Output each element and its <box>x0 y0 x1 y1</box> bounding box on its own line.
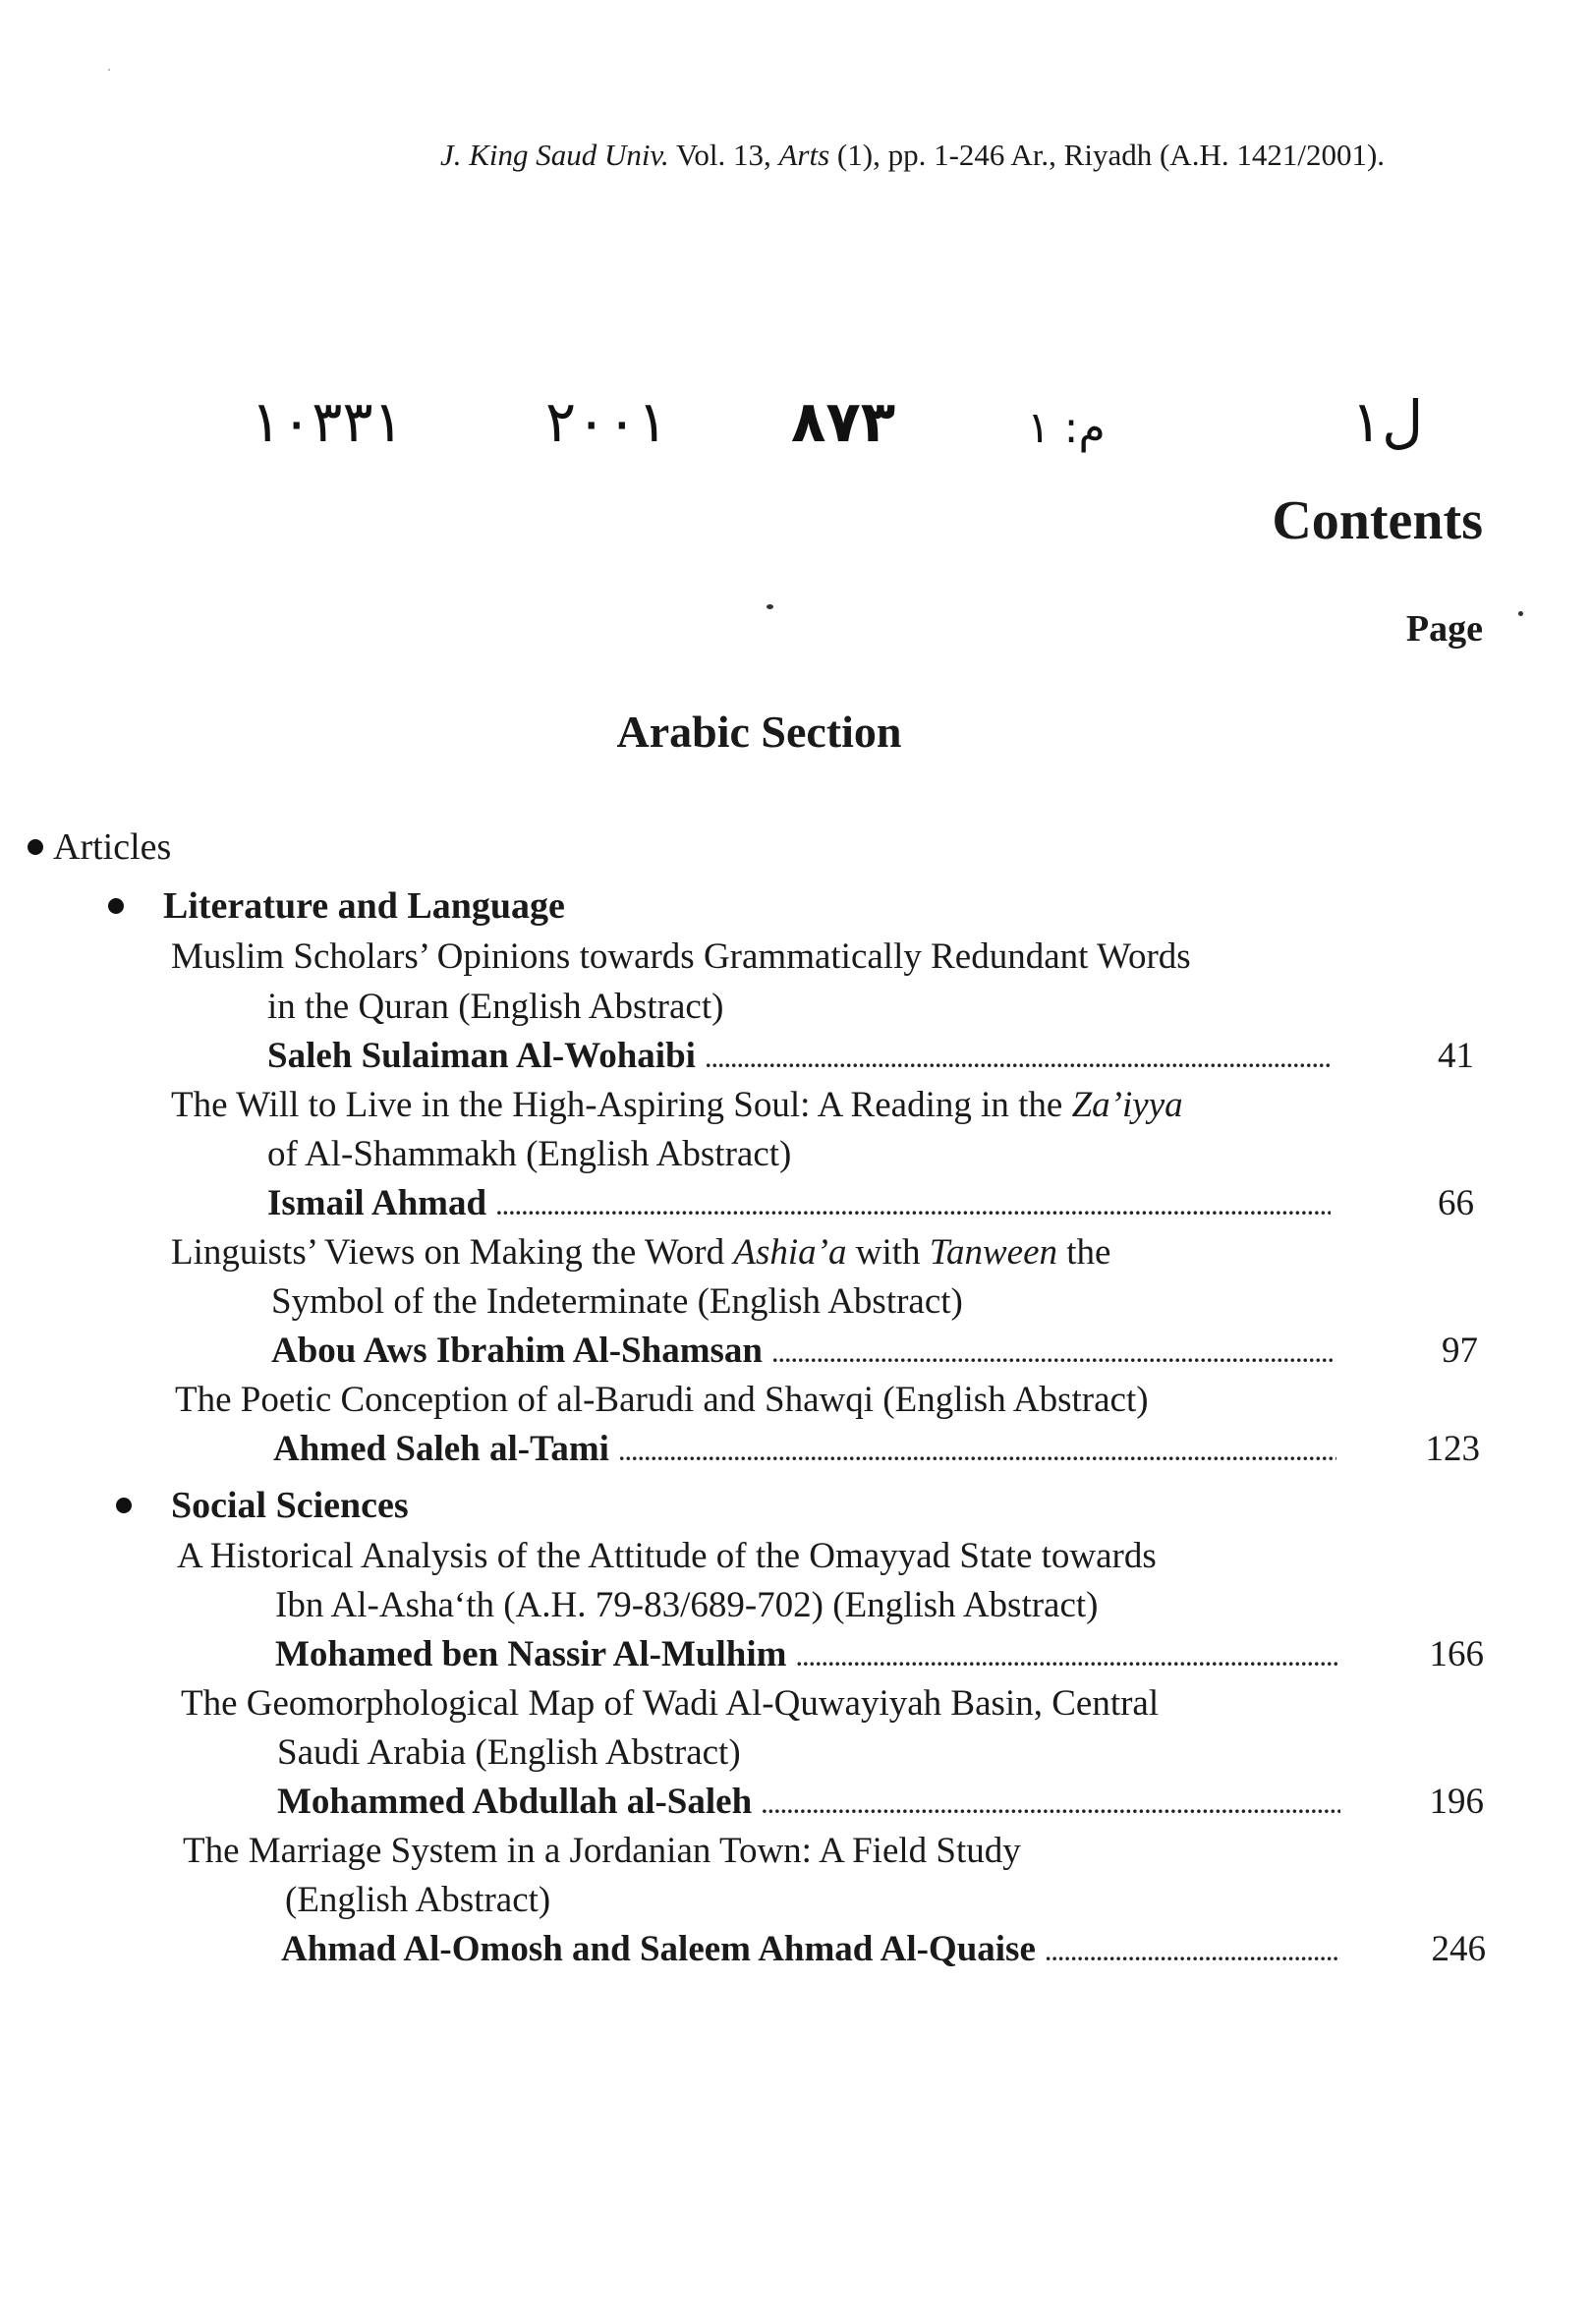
handwritten-mark-5: ل١ <box>1351 388 1424 455</box>
title-italic: Za’iyya <box>1071 1085 1183 1125</box>
entry-2-title-line2: of Al-Shammakh (English Abstract) <box>267 1134 792 1174</box>
entry-4-page: 123 <box>1425 1429 1480 1469</box>
entry-6-page: 196 <box>1429 1782 1484 1822</box>
title-text: with <box>846 1232 930 1273</box>
entry-5-page: 166 <box>1429 1634 1484 1674</box>
title-text: The Will to Live in the High-Aspiring Soul: A Reading in the <box>171 1085 1072 1125</box>
section-name: Arts <box>778 138 830 172</box>
title-italic: Tanween <box>929 1232 1057 1273</box>
leader-dots <box>796 1646 1338 1672</box>
title-text: Linguists’ Views on Making the Word <box>171 1232 734 1273</box>
leader-dots <box>619 1441 1336 1466</box>
contents-title: Contents <box>1272 490 1483 551</box>
volume: Vol. 13, <box>675 138 771 172</box>
issue-pages-place: (1), pp. 1-246 Ar., Riyadh (A.H. 1421/2001). <box>836 138 1386 172</box>
entry-2-author: Ismail Ahmad <box>267 1183 487 1223</box>
title-italic: Ashia’a <box>733 1232 847 1273</box>
scan-speck <box>108 69 110 71</box>
entry-7-page: 246 <box>1431 1929 1486 1969</box>
entry-7-author-row <box>281 1928 1358 1970</box>
leader-dots <box>1046 1941 1340 1966</box>
entry-3-title-line2: Symbol of the Indeterminate (English Abstract) <box>271 1281 963 1322</box>
handwritten-mark-3: ٨٧٣ <box>791 388 896 455</box>
entry-5-author: Mohamed ben Nassir Al-Mulhim <box>275 1634 787 1674</box>
entry-1-author: Saleh Sulaiman Al-Wohaibi <box>267 1036 696 1076</box>
category-literature <box>108 884 565 928</box>
entry-7-title-line1: The Marriage System in a Jordanian Town: A Field Study <box>183 1831 1021 1871</box>
entry-6-author: Mohammed Abdullah al-Saleh <box>277 1782 753 1822</box>
entry-6-author-row <box>277 1781 1358 1823</box>
entry-1-page: 41 <box>1438 1036 1474 1076</box>
entry-3-page: 97 <box>1442 1331 1478 1371</box>
entry-1-author-row <box>267 1035 1348 1077</box>
entry-7-title-line2: (English Abstract) <box>285 1880 551 1920</box>
entry-5-author-row <box>275 1633 1356 1675</box>
entry-4-author-row <box>273 1428 1354 1470</box>
leader-dots <box>762 1793 1340 1819</box>
scan-speck <box>1518 611 1523 616</box>
entry-5-title-line2: Ibn Al-Asha‘th (A.H. 79-83/689-702) (English Abstract) <box>275 1585 1099 1625</box>
scan-speck <box>767 604 773 609</box>
entry-4-author: Ahmed Saleh al-Tami <box>273 1429 609 1469</box>
bullet-icon <box>108 898 124 914</box>
page-column-label: Page <box>1405 608 1483 650</box>
category-social-sciences <box>116 1484 409 1527</box>
bullet-icon <box>28 839 43 855</box>
handwritten-mark-4: م: ١ <box>1027 403 1106 453</box>
leader-dots <box>706 1048 1331 1073</box>
title-text: the <box>1057 1232 1111 1273</box>
articles-heading <box>28 825 171 869</box>
entry-5-title-line1: A Historical Analysis of the Attitude of the Omayyad State towards <box>177 1536 1157 1576</box>
entry-3-author: Abou Aws Ibrahim Al-Shamsan <box>271 1331 763 1371</box>
entry-6-title-line2: Saudi Arabia (English Abstract) <box>277 1732 741 1773</box>
entry-3-title-line1 <box>171 1231 1110 1274</box>
handwritten-mark-2: ٢٠٠١ <box>545 388 668 455</box>
entry-2-title-line1 <box>171 1084 1183 1126</box>
entry-6-title-line1: The Geomorphological Map of Wadi Al-Quwayiyah Basin, Central <box>181 1683 1160 1724</box>
category-label: Literature and Language <box>163 885 565 927</box>
leader-dots <box>772 1342 1333 1368</box>
entry-7-author: Ahmad Al-Omosh and Saleem Ahmad Al-Quaise <box>281 1929 1036 1969</box>
handwritten-mark-1: ١٠٣٣١ <box>251 388 404 455</box>
bullet-icon <box>116 1498 132 1513</box>
entry-1-title-line2: in the Quran (English Abstract) <box>267 987 724 1027</box>
entry-2-page: 66 <box>1438 1183 1474 1223</box>
entry-4-title-line1: The Poetic Conception of al-Barudi and Shawqi (English Abstract) <box>175 1380 1149 1420</box>
running-header <box>440 138 1385 173</box>
category-label: Social Sciences <box>171 1485 409 1526</box>
journal-name: J. King Saud Univ. <box>440 138 669 172</box>
articles-label: Articles <box>53 826 172 868</box>
entry-2-author-row <box>267 1182 1348 1224</box>
entry-3-author-row <box>271 1330 1350 1372</box>
section-title: Arabic Section <box>616 707 902 757</box>
entry-1-title-line1: Muslim Scholars’ Opinions towards Grammatically Redundant Words <box>171 936 1191 977</box>
leader-dots <box>496 1195 1331 1220</box>
